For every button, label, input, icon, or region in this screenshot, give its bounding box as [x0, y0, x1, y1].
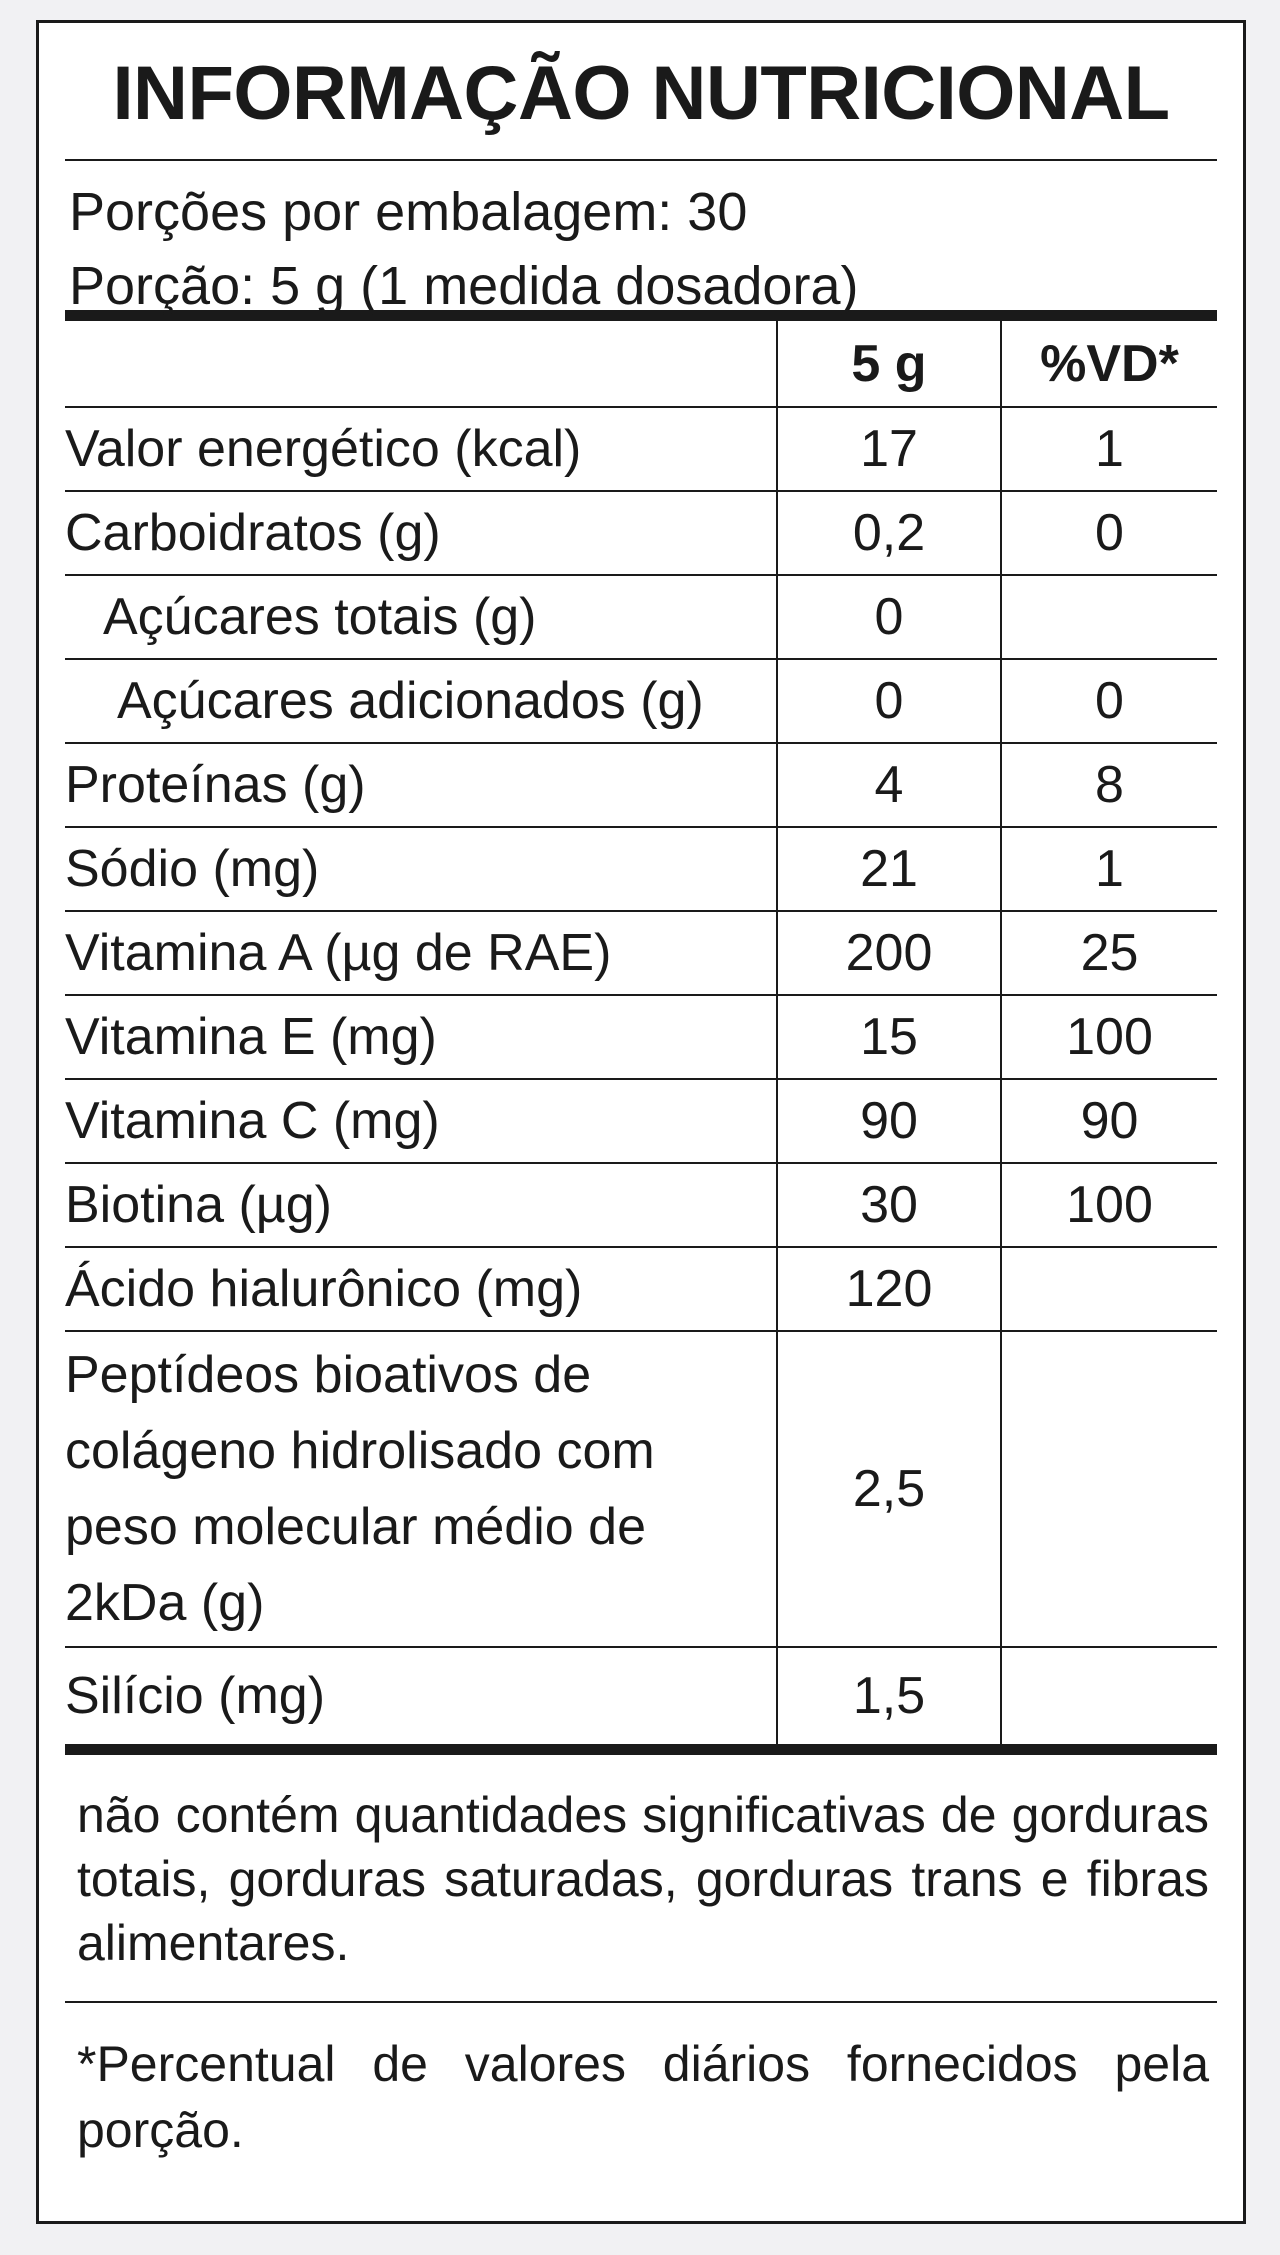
nutrient-name: Peptídeos bioativos de colágeno hidrolisado com peso molecular médio de 2kDa (g) — [65, 1331, 777, 1647]
nutrient-daily-value: 0 — [1001, 491, 1217, 575]
nutrient-daily-value: 100 — [1001, 1163, 1217, 1247]
nutrient-quantity: 2,5 — [777, 1331, 1001, 1647]
table-row — [65, 743, 1217, 827]
table-row — [65, 575, 1217, 659]
servings-per-package: Porções por embalagem: 30 — [69, 182, 748, 242]
nutrient-name: Silício (mg) — [65, 1647, 777, 1749]
nutrient-quantity: 0,2 — [777, 491, 1001, 575]
table-row — [65, 1647, 1217, 1749]
header-daily-value: %VD* — [1001, 321, 1217, 407]
table-row — [65, 1079, 1217, 1163]
nutrient-quantity: 90 — [777, 1079, 1001, 1163]
nutrient-quantity: 0 — [777, 659, 1001, 743]
nutrient-name: Carboidratos (g) — [65, 491, 777, 575]
label-title: INFORMAÇÃO NUTRICIONAL — [65, 29, 1217, 161]
nutrition-facts-label — [36, 20, 1246, 2224]
nutrient-daily-value: 0 — [1001, 659, 1217, 743]
not-significant-note: não contém quantidades significativas de gorduras totais, gorduras saturadas, gorduras trans e fibras alimentares. — [65, 1755, 1217, 2003]
nutrient-name: Valor energético (kcal) — [65, 407, 777, 491]
nutrient-daily-value — [1001, 1647, 1217, 1749]
nutrient-quantity: 17 — [777, 407, 1001, 491]
table-row — [65, 659, 1217, 743]
table-row — [65, 827, 1217, 911]
table-row — [65, 1247, 1217, 1331]
nutrient-daily-value: 100 — [1001, 995, 1217, 1079]
nutrient-quantity: 4 — [777, 743, 1001, 827]
nutrient-daily-value: 90 — [1001, 1079, 1217, 1163]
table-row — [65, 995, 1217, 1079]
nutrition-table — [65, 321, 1217, 1755]
nutrient-name: Vitamina C (mg) — [65, 1079, 777, 1163]
nutrient-quantity: 1,5 — [777, 1647, 1001, 1749]
nutrient-name: Ácido hialurônico (mg) — [65, 1247, 777, 1331]
nutrient-name: Açúcares totais (g) — [65, 575, 777, 659]
nutrient-quantity: 15 — [777, 995, 1001, 1079]
nutrient-daily-value — [1001, 575, 1217, 659]
nutrient-daily-value: 25 — [1001, 911, 1217, 995]
serving-size: Porção: 5 g (1 medida dosadora) — [69, 256, 859, 316]
nutrient-name: Vitamina E (mg) — [65, 995, 777, 1079]
nutrient-quantity: 30 — [777, 1163, 1001, 1247]
header-nutrient — [65, 321, 777, 407]
nutrient-daily-value: 8 — [1001, 743, 1217, 827]
nutrient-quantity: 120 — [777, 1247, 1001, 1331]
nutrient-name: Vitamina A (µg de RAE) — [65, 911, 777, 995]
table-row — [65, 407, 1217, 491]
serving-info — [65, 161, 1217, 321]
nutrient-daily-value: 1 — [1001, 407, 1217, 491]
nutrient-quantity: 0 — [777, 575, 1001, 659]
table-row — [65, 491, 1217, 575]
nutrient-daily-value — [1001, 1331, 1217, 1647]
nutrient-daily-value: 1 — [1001, 827, 1217, 911]
table-header-row — [65, 321, 1217, 407]
table-row — [65, 1163, 1217, 1247]
table-row — [65, 1331, 1217, 1647]
nutrition-facts-content — [65, 23, 1217, 2163]
nutrient-quantity: 21 — [777, 827, 1001, 911]
nutrient-quantity: 200 — [777, 911, 1001, 995]
header-quantity: 5 g — [777, 321, 1001, 407]
nutrient-name: Biotina (µg) — [65, 1163, 777, 1247]
nutrient-name: Sódio (mg) — [65, 827, 777, 911]
table-row — [65, 911, 1217, 995]
nutrient-daily-value — [1001, 1247, 1217, 1331]
nutrient-name: Açúcares adicionados (g) — [65, 659, 777, 743]
nutrient-name: Proteínas (g) — [65, 743, 777, 827]
daily-value-footnote: *Percentual de valores diários fornecidos pela porção. — [77, 2035, 1209, 2158]
